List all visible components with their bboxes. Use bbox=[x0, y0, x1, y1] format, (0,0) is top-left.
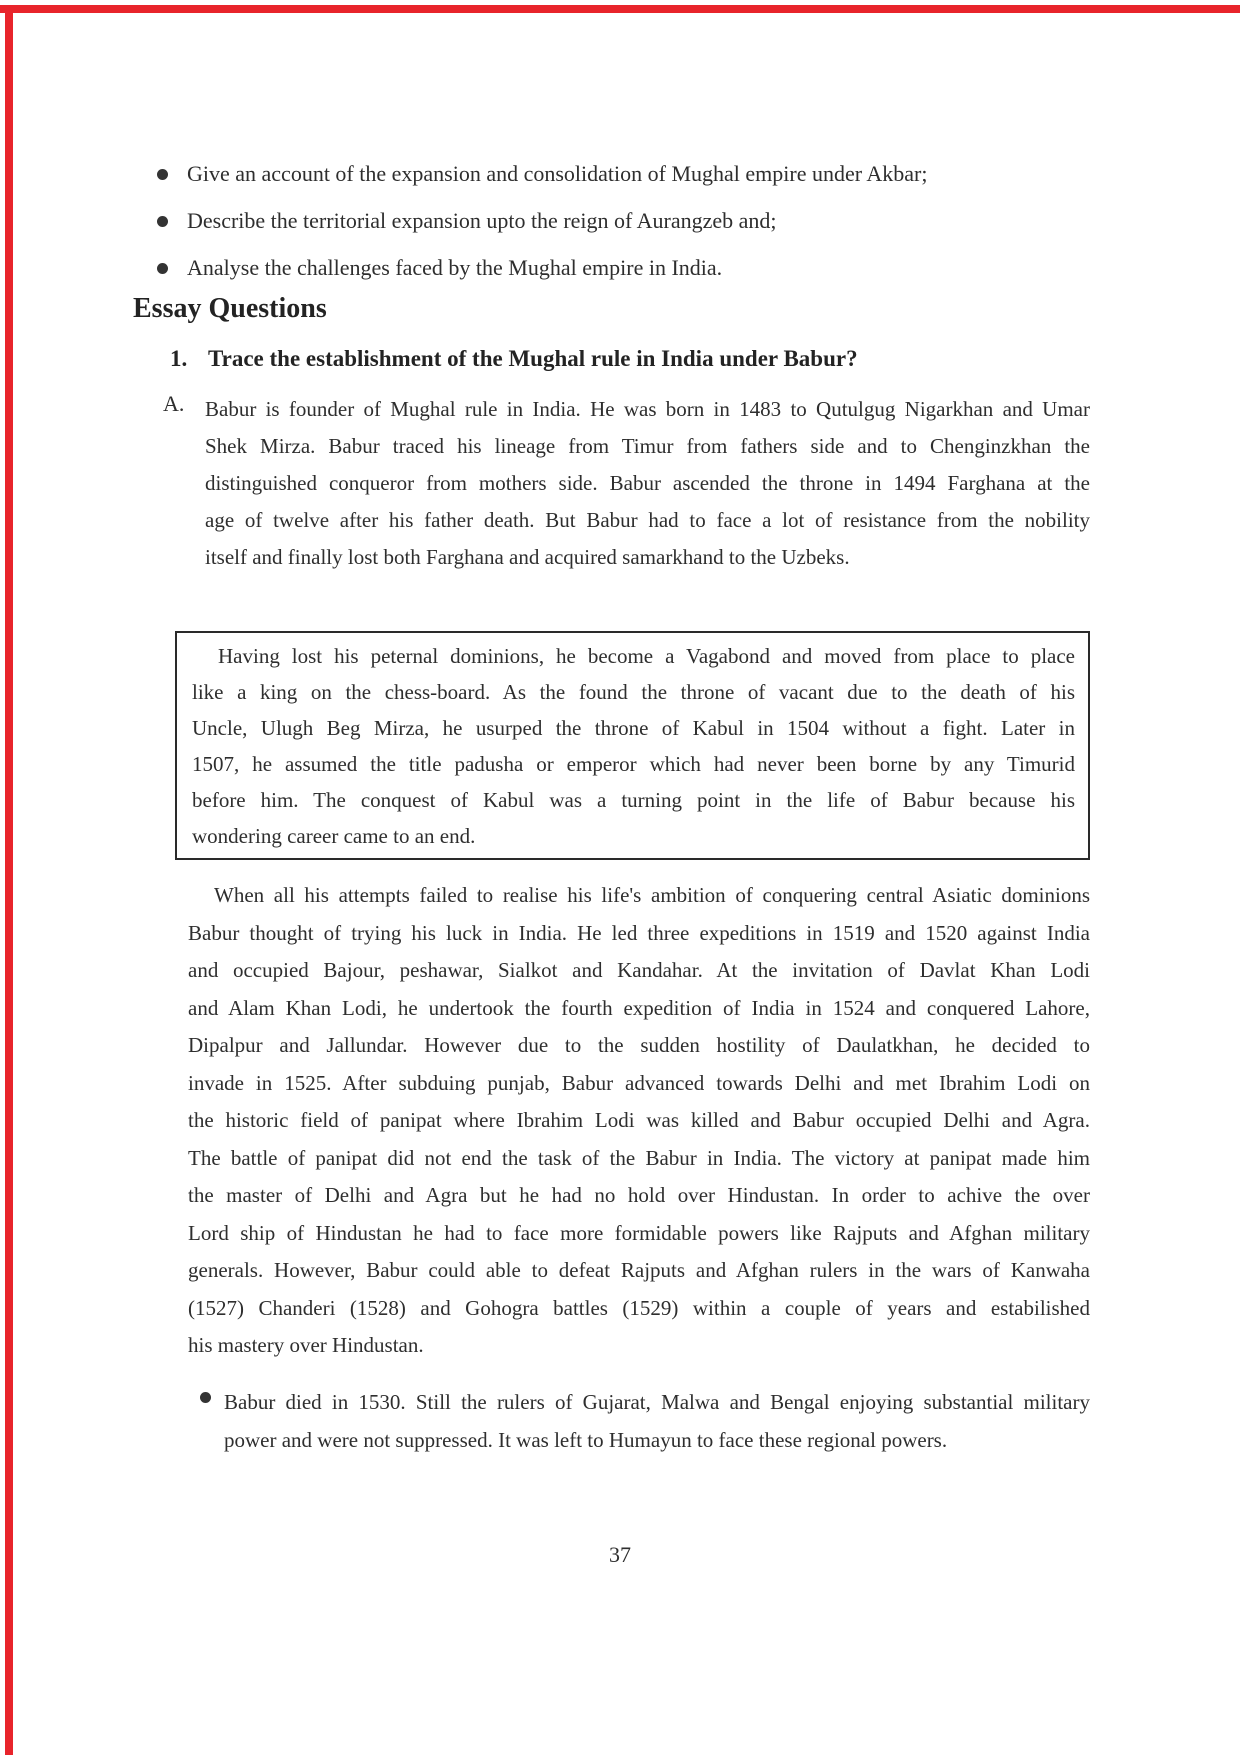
objectives-bullet-list bbox=[157, 160, 1107, 301]
red-margin-line-top bbox=[0, 5, 1240, 13]
text-line: Having lost his peternal dominions, he become a Vagabond and moved from place to place bbox=[218, 644, 1075, 668]
text-line: Babur died in 1530. Still the rulers of Gujarat, Malwa and Bengal enjoying substantial military bbox=[224, 1390, 1090, 1414]
body-paragraph bbox=[188, 877, 1090, 1365]
text-line: distinguished conqueror from mothers side. Babur ascended the throne in 1494 Farghana at the bbox=[205, 471, 1090, 495]
bullet-item bbox=[157, 160, 1107, 188]
text-line: Shek Mirza. Babur traced his lineage from Timur from fathers side and to Chenginzkhan the bbox=[205, 434, 1090, 458]
bullet-item bbox=[157, 207, 1107, 235]
bullet-icon bbox=[157, 169, 168, 180]
text-line: Babur thought of trying his luck in India. He led three expeditions in 1519 and 1520 against India bbox=[188, 920, 1090, 945]
text-line: and occupied Bajour, peshawar, Sialkot and Kandahar. At the invitation of Davlat Khan Lodi bbox=[188, 958, 1090, 982]
bullet-icon bbox=[157, 216, 168, 227]
closing-bullet-paragraph bbox=[224, 1383, 1090, 1459]
text-line: Uncle, Ulugh Beg Mirza, he usurped the throne of Kabul in 1504 without a fight. Later in bbox=[192, 716, 1075, 740]
answer-paragraph bbox=[205, 391, 1090, 576]
text-line: wondering career came to an end. bbox=[192, 824, 476, 848]
boxed-note bbox=[175, 631, 1090, 860]
text-line: The battle of panipat did not end the task of the Babur in India. The victory at panipat made him bbox=[188, 1145, 1090, 1170]
text-line: power and were not suppressed. It was left to Humayun to face these regional powers. bbox=[224, 1428, 948, 1452]
bullet-icon bbox=[157, 263, 168, 274]
page-number: 37 bbox=[609, 1542, 631, 1567]
text-line: When all his attempts failed to realise his life's ambition of conquering central Asiatic dominions bbox=[214, 883, 1090, 907]
text-line: before him. The conquest of Kabul was a turning point in the life of Babur because his bbox=[192, 788, 1075, 812]
text-line: age of twelve after his father death. But Babur had to face a lot of resistance from the nobility bbox=[205, 508, 1090, 532]
bullet-icon bbox=[200, 1392, 211, 1403]
red-margin-line-left bbox=[5, 5, 13, 1755]
text-line: Babur is founder of Mughal rule in India. He was born in 1483 to Qutulgug Nigarkhan and Umar bbox=[205, 397, 1090, 421]
text-line: invade in 1525. After subduing punjab, Babur advanced towards Delhi and met Ibrahim Lodi on bbox=[188, 1070, 1090, 1095]
text-line: his mastery over Hindustan. bbox=[188, 1333, 424, 1357]
text-line: Dipalpur and Jallundar. However due to the sudden hostility of Daulatkhan, he decided to bbox=[188, 1033, 1090, 1057]
text-line: (1527) Chanderi (1528) and Gohogra battles (1529) within a couple of years and estabilished bbox=[188, 1295, 1090, 1320]
bullet-text: Analyse the challenges faced by the Mughal empire in India. bbox=[187, 255, 723, 280]
essay-questions-heading: Essay Questions bbox=[133, 293, 327, 324]
question-number: 1. bbox=[170, 346, 188, 371]
bullet-text: Give an account of the expansion and consolidation of Mughal empire under Akbar; bbox=[187, 161, 928, 186]
text-line: Lord ship of Hindustan he had to face more formidable powers like Rajputs and Afghan military bbox=[188, 1220, 1090, 1245]
text-line: and Alam Khan Lodi, he undertook the fourth expedition of India in 1524 and conquered Lahore, bbox=[188, 995, 1090, 1020]
text-line: 1507, he assumed the title padusha or emperor which had never been borne by any Timurid bbox=[192, 752, 1075, 776]
text-line: like a king on the chess-board. As the found the throne of vacant due to the death of his bbox=[192, 680, 1075, 704]
answer-label: A. bbox=[163, 391, 185, 416]
question-text: Trace the establishment of the Mughal rule in India under Babur? bbox=[208, 346, 858, 371]
text-line: itself and finally lost both Farghana and acquired samarkhand to the Uzbeks. bbox=[205, 545, 850, 569]
text-line: the historic field of panipat where Ibrahim Lodi was killed and Babur occupied Delhi and Agra. bbox=[188, 1108, 1090, 1132]
text-line: the master of Delhi and Agra but he had no hold over Hindustan. In order to achive the over bbox=[188, 1183, 1090, 1207]
bullet-item bbox=[157, 254, 1107, 282]
text-line: generals. However, Babur could able to defeat Rajputs and Afghan rulers in the wars of Kanwaha bbox=[188, 1258, 1090, 1282]
bullet-text: Describe the territorial expansion upto the reign of Aurangzeb and; bbox=[187, 208, 777, 233]
